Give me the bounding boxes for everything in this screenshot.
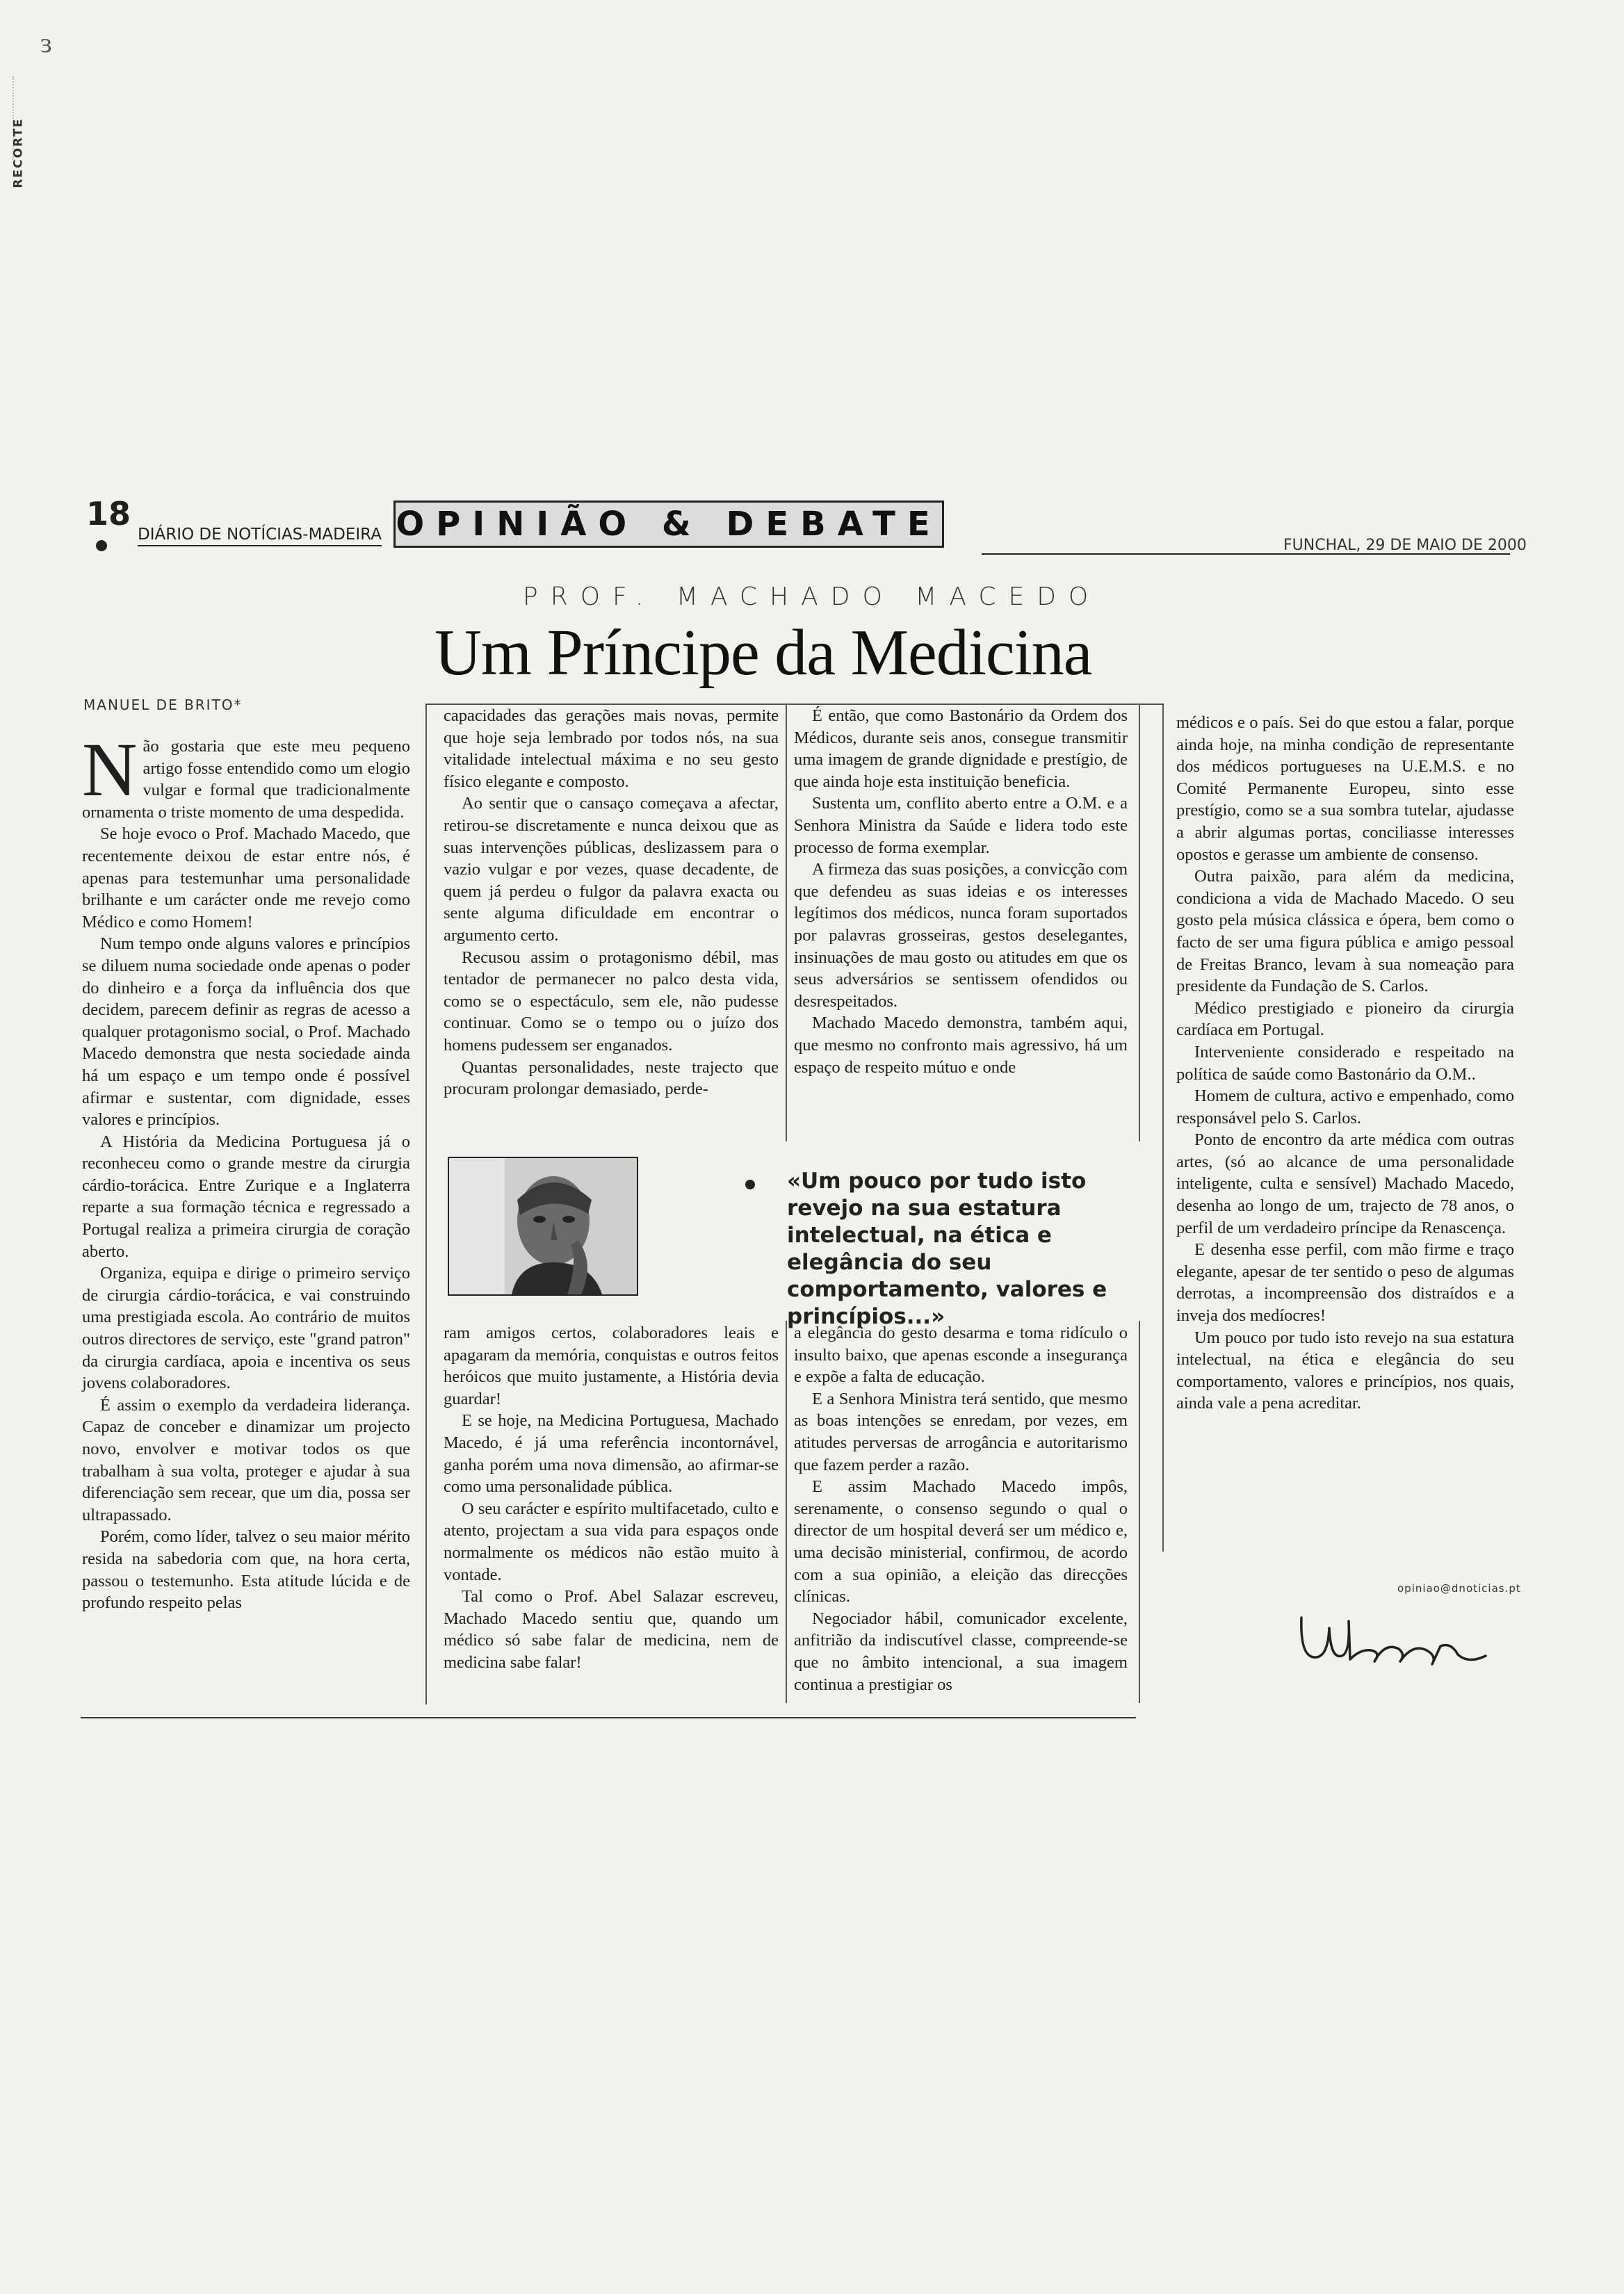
paragraph: Interveniente considerado e respeitado na política de saúde como Bastonário da O.M..	[1176, 1042, 1514, 1084]
corner-pen-mark: ɜ	[40, 27, 52, 58]
paragraph: Negociador hábil, comunicador excelente, anfitrião da indiscutível classe, compreende-se que no âmbito intencional, a sua imagem continua a prestigiar os	[794, 1609, 1128, 1694]
paragraph: Sustenta um, conflito aberto entre a O.M. e a Senhora Ministra da Saúde e lidera todo este processo de forma exemplar.	[794, 794, 1128, 857]
handwritten-signature	[1294, 1600, 1503, 1677]
pullquote: «Um pouco por tudo isto revejo na sua estatura intelectual, na ética e elegância do seu comportamento, valores e princípios...»	[787, 1169, 1107, 1329]
byline: MANUEL DE BRITO*	[83, 697, 243, 713]
article-column-2-top	[444, 705, 779, 1100]
paragraph: A História da Medicina Portuguesa já o reconheceu como o grande mestre da cirurgia cárdio-torácica. Entre Zurique e a Inglaterra reparte a sua formação técnica e regressado a Portugal realiza a primeira cirurgia de coração aberto.	[82, 1132, 410, 1261]
article-column-2-bottom	[444, 1322, 779, 1674]
paragraph: Ponto de encontro da arte médica com outras artes, (só ao alcance de uma personalidade inteligente, culta e sensível) Machado Macedo, desenha ao longo de um, trajecto de 78 anos, o perfil de um verdadeiro príncipe da Renascença.	[1176, 1130, 1514, 1237]
pullquote-bullet	[745, 1180, 755, 1189]
column-divider	[1139, 1321, 1140, 1703]
drop-cap: N	[82, 727, 138, 812]
paragraph: Homem de cultura, activo e empenhado, como responsável pelo S. Carlos.	[1176, 1087, 1514, 1128]
paragraph: O seu carácter e espírito multifacetado, culto e atento, projectam a sua vida para espaços onde normalmente os médicos não estão muito à vontade.	[444, 1499, 779, 1584]
article-column-1	[82, 727, 410, 1614]
article-column-3-top	[794, 705, 1128, 1078]
paragraph: Um pouco por tudo isto revejo na sua estatura intelectual, na ética e elegância do seu comportamento, valores e princípios, nos quais, ainda vale a pena acreditar.	[1176, 1328, 1514, 1413]
article-bottom-rule	[81, 1717, 1136, 1718]
paragraph: Num tempo onde alguns valores e princípios se diluem numa sociedade onde apenas o poder do dinheiro e a força da influência dos que decidem, parecem definir as regras de acesso a qualquer protagonismo social, o Prof. Machado Macedo demonstra que nesta sociedade ainda há um espaço e um tempo onde é possível afirmar e sustentar, com dignidade, esses valores e princípios.	[82, 934, 410, 1130]
paragraph: médicos e o país. Sei do que estou a falar, porque ainda hoje, na minha condição de representante dos médicos portugueses na U.E.M.S. e no Comité Permanente Europeu, sinto esse prestígio, como se a sua sombra tutelar, ajudasse a abrir algumas portas, conciliasse interesses opostos e gerasse um ambiente de consenso.	[1176, 713, 1514, 864]
newspaper-name: DIÁRIO DE NOTÍCIAS-MADEIRA	[138, 526, 382, 546]
paragraph: Tal como o Prof. Abel Salazar escreveu, Machado Macedo sentiu que, quando um médico só sabe falar de medicina, nem de medicina sabe falar!	[444, 1587, 779, 1672]
portrait-illustration	[449, 1158, 637, 1294]
article-column-3-bottom	[794, 1322, 1128, 1695]
column-divider	[786, 1321, 787, 1703]
section-banner	[393, 501, 944, 548]
paragraph: E se hoje, na Medicina Portuguesa, Machado Macedo, é já uma referência incontornável, ganha porém uma nova dimensão, ao afirmar-se como uma personalidade pública.	[444, 1411, 779, 1497]
paragraph: Machado Macedo demonstra, também aqui, que mesmo no confronto mais agressivo, há um espaço de respeito mútuo e onde	[794, 1014, 1128, 1077]
paragraph: Organiza, equipa e dirige o primeiro serviço de cirurgia cárdio-torácica, e vai construindo uma prestigiada escola. Ao contrário de muitos outros directores de serviço, este "grand patron" da cirurgia cardíaca, apoia e incentiva os seus jovens colaboradores.	[82, 1264, 410, 1393]
paragraph: a elegância do gesto desarma e toma ridículo o insulto baixo, que apenas esconde a insegurança e expõe a falta de educação.	[794, 1324, 1128, 1387]
paragraph: Se hoje evoco o Prof. Machado Macedo, que recentemente deixou de estar entre nós, é apenas para testemunhar uma personalidade brilhante e um carácter onde me revejo como Médico e como Homem!	[82, 824, 410, 932]
column-divider	[786, 703, 787, 1141]
paragraph: ram amigos certos, colaboradores leais e apagaram da memória, conquistas e outros feitos heróicos que muito justamente, a História devia guardar!	[444, 1324, 779, 1408]
paragraph: Médico prestigiado e pioneiro da cirurgia cardíaca em Portugal.	[1176, 998, 1514, 1040]
article-column-4	[1176, 712, 1514, 1415]
recorte-stamp-text: RECORTE	[11, 117, 26, 188]
headline-kicker: PROF. MACHADO MACEDO	[523, 583, 1101, 611]
recorte-stamp	[4, 117, 32, 188]
paragraph: E desenha esse perfil, com mão firme e traço elegante, apesar de ter sentido o peso de algumas derrotas, a incompreensão dos distraídos e a inveja dos medíocres!	[1176, 1240, 1514, 1326]
dateline: FUNCHAL, 29 DE MAIO DE 2000	[1283, 537, 1527, 554]
paragraph: Porém, como líder, talvez o seu maior mérito resida na sabedoria com que, na hora certa, passou o testemunho. Esta atitude lúcida e de profundo respeito pelas	[82, 1527, 410, 1613]
paragraph	[82, 727, 410, 823]
paragraph: A firmeza das suas posições, a convicção com que defendeu as suas ideias e os interesses legítimos dos médicos, nunca foram suportados por palavras grosseiras, gestos deselegantes, insinuações de mau gosto ou atitudes em que os seus adversários se sentissem ofendidos ou desrespeitados.	[794, 860, 1128, 1011]
column-divider	[1139, 703, 1140, 1141]
paragraph: capacidades das gerações mais novas, permite que hoje seja lembrado por todos nós, na sua vitalidade intelectual máxima e no seu gesto físico elegante e composto.	[444, 706, 779, 791]
paragraph-text: ão gostaria que este meu pequeno artigo fosse entendido como um elogio vulgar e formal que tradicionalmente ornamenta o triste momento de uma despedida.	[82, 737, 410, 822]
paragraph: Outra paixão, para além da medicina, condiciona a vida de Machado Macedo. O seu gosto pela música clássica e ópera, bem como o facto de ser uma figura pública e amigo pessoal de Freitas Branco, levam à sua nomeação para presidente da Fundação de S. Carlos.	[1176, 867, 1514, 996]
paragraph: E a Senhora Ministra terá sentido, que mesmo as boas intenções se enredam, por vezes, em atitudes perversas de arrogância e autoritarismo que fazem perder a razão.	[794, 1389, 1128, 1474]
page-number-bullet	[96, 540, 107, 551]
headline: Um Príncipe da Medicina	[435, 617, 1092, 689]
paragraph: E assim Machado Macedo impôs, serenamente, o consenso segundo o qual o director de um hospital deverá ser um médico e, uma decisão ministerial, confirmou, de acordo com a sua opinião, a eleição das direcções clínicas.	[794, 1477, 1128, 1606]
paragraph: Quantas personalidades, neste trajecto que procuram prolongar demasiado, perde-	[444, 1057, 779, 1099]
column-divider	[425, 703, 427, 1705]
paragraph: Recusou assim o protagonismo débil, mas tentador de permanecer no palco desta vida, como se o espectáculo, sem ele, não pudesse continuar. Como se o tempo ou o juízo dos homens pudessem ser enganados.	[444, 947, 779, 1055]
paragraph: É então, que como Bastonário da Ordem dos Médicos, durante seis anos, consegue transmitir uma imagem de grande dignidade e prestígio, de que ainda hoje esta instituição beneficia.	[794, 706, 1128, 791]
page-number: 18	[86, 495, 131, 532]
contact-email: opiniao@dnoticias.pt	[1397, 1582, 1521, 1595]
paragraph: Ao sentir que o cansaço começava a afectar, retirou-se discretamente e nunca deixou que as suas intervenções públicas, deslizassem para o vazio vulgar e por vezes, quase decadente, de quem já perdeu o fulgor da palavra exacta ou sente alguma dificuldade em encontrar o argumento certo.	[444, 794, 779, 945]
paragraph: É assim o exemplo da verdadeira liderança. Capaz de conceber e dinamizar um projecto novo, envolver e motivar todos os que trabalham à sua volta, proteger e ajudar à sua diferenciação sem recear, que um dia, possa ser ultrapassado.	[82, 1395, 410, 1524]
author-portrait-photo	[448, 1157, 638, 1296]
column-divider	[1162, 703, 1164, 1552]
section-title: OPINIÃO & DEBATE	[396, 505, 942, 544]
